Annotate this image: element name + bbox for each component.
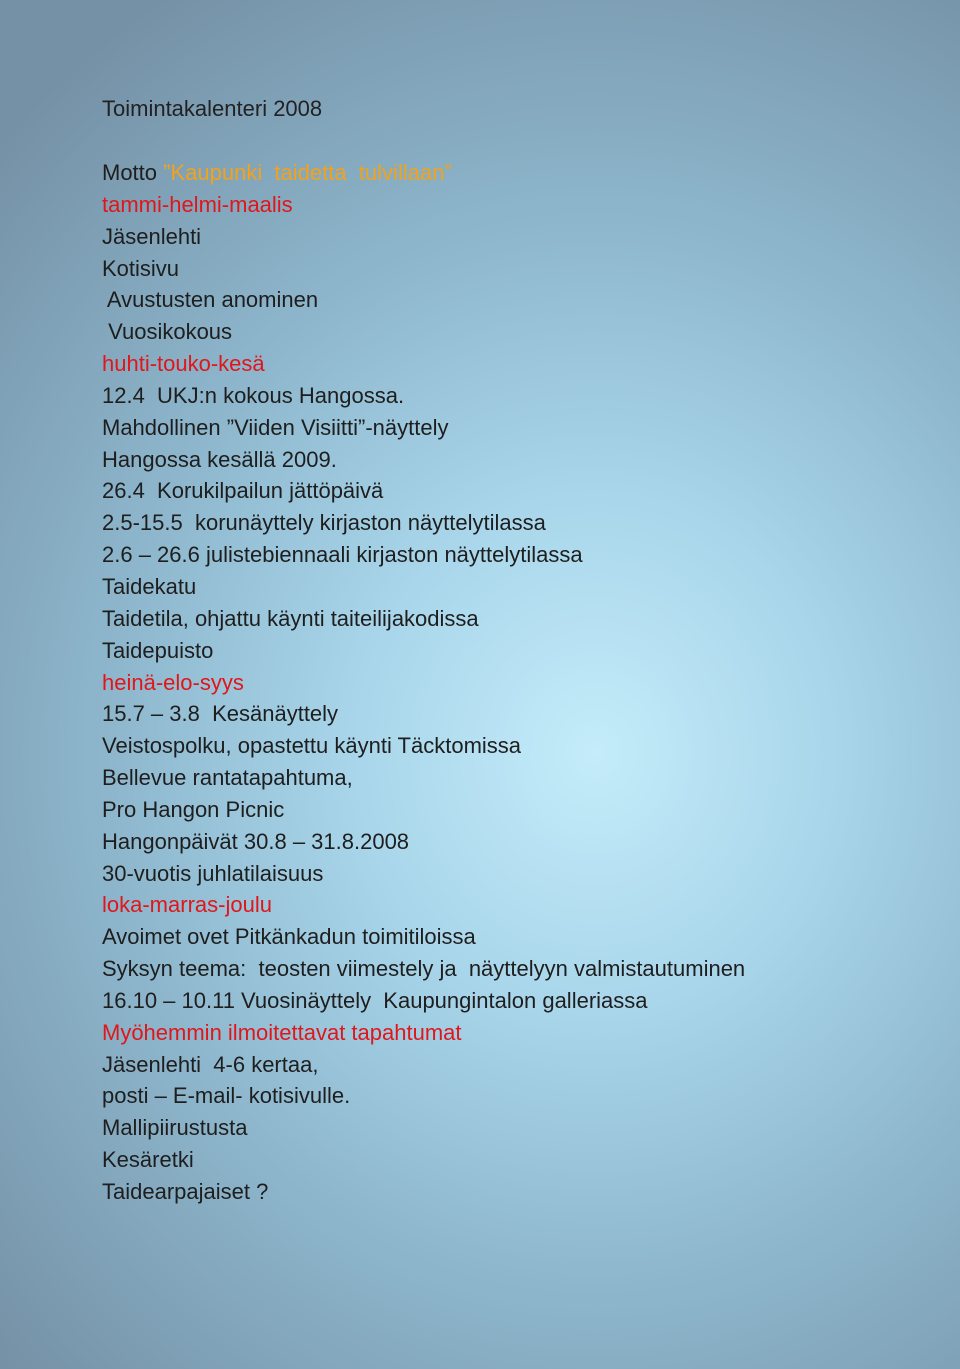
calendar-item: Jäsenlehti	[102, 223, 202, 249]
calendar-item: 16.10 – 10.11 Vuosinäyttely Kaupungintalon galleriassa	[102, 987, 648, 1013]
calendar-item: Vuosikokous	[102, 319, 233, 345]
calendar-item: Veistospolku, opastettu käynti Täcktomissa	[102, 733, 522, 759]
document-title: Toimintakalenteri 2008	[102, 96, 323, 121]
calendar-item: 26.4 Korukilpailun jättöpäivä	[102, 478, 384, 504]
calendar-item: posti – E-mail- kotisivulle.	[102, 1083, 351, 1109]
motto-value: ”Kaupunki taidetta tulvillaan”	[163, 160, 452, 185]
calendar-item: Avoimet ovet Pitkänkadun toimitiloissa	[102, 924, 476, 950]
calendar-item: Mallipiirustusta	[102, 1115, 248, 1141]
calendar-item: Taidepuisto	[102, 637, 214, 663]
section-heading: huhti-touko-kesä	[102, 351, 265, 377]
calendar-item: Taidearpajaiset ?	[102, 1179, 269, 1204]
calendar-item: 30-vuotis juhlatilaisuus	[102, 860, 324, 886]
calendar-item: Taidekatu	[102, 573, 197, 599]
section-heading: tammi-helmi-maalis	[102, 191, 293, 217]
calendar-item: Bellevue rantatapahtuma,	[102, 765, 353, 791]
calendar-item: Avustusten anominen	[102, 287, 319, 313]
calendar-item: Kotisivu	[102, 255, 180, 281]
section-heading: Myöhemmin ilmoitettavat tapahtumat	[102, 1019, 462, 1045]
calendar-item: Jäsenlehti 4-6 kertaa,	[102, 1051, 319, 1077]
motto-label: Motto	[102, 160, 164, 185]
calendar-lines	[102, 189, 942, 1208]
motto-line	[102, 157, 942, 189]
calendar-item: 2.6 – 26.6 julistebiennaali kirjaston näyttelytilassa	[102, 542, 583, 568]
calendar-item: Hangonpäivät 30.8 – 31.8.2008	[102, 828, 410, 854]
calendar-item: 15.7 – 3.8 Kesänäyttely	[102, 701, 339, 727]
section-heading: heinä-elo-syys	[102, 669, 244, 695]
calendar-item: Taidetila, ohjattu käynti taiteilijakodissa	[102, 605, 479, 631]
section-heading: loka-marras-joulu	[102, 892, 272, 918]
calendar-item: Kesäretki	[102, 1147, 194, 1173]
calendar-item: Mahdollinen ”Viiden Visiitti”-näyttely	[102, 414, 449, 440]
calendar-item: Pro Hangon Picnic	[102, 796, 285, 822]
calendar-item: 12.4 UKJ:n kokous Hangossa.	[102, 382, 405, 408]
calendar-item: Hangossa kesällä 2009.	[102, 446, 337, 472]
calendar-item: 2.5-15.5 korunäyttely kirjaston näyttelytilassa	[102, 510, 546, 536]
calendar-item: Syksyn teema: teosten viimestely ja näyttelyyn valmistautuminen	[102, 956, 746, 982]
calendar-content	[102, 157, 942, 1208]
